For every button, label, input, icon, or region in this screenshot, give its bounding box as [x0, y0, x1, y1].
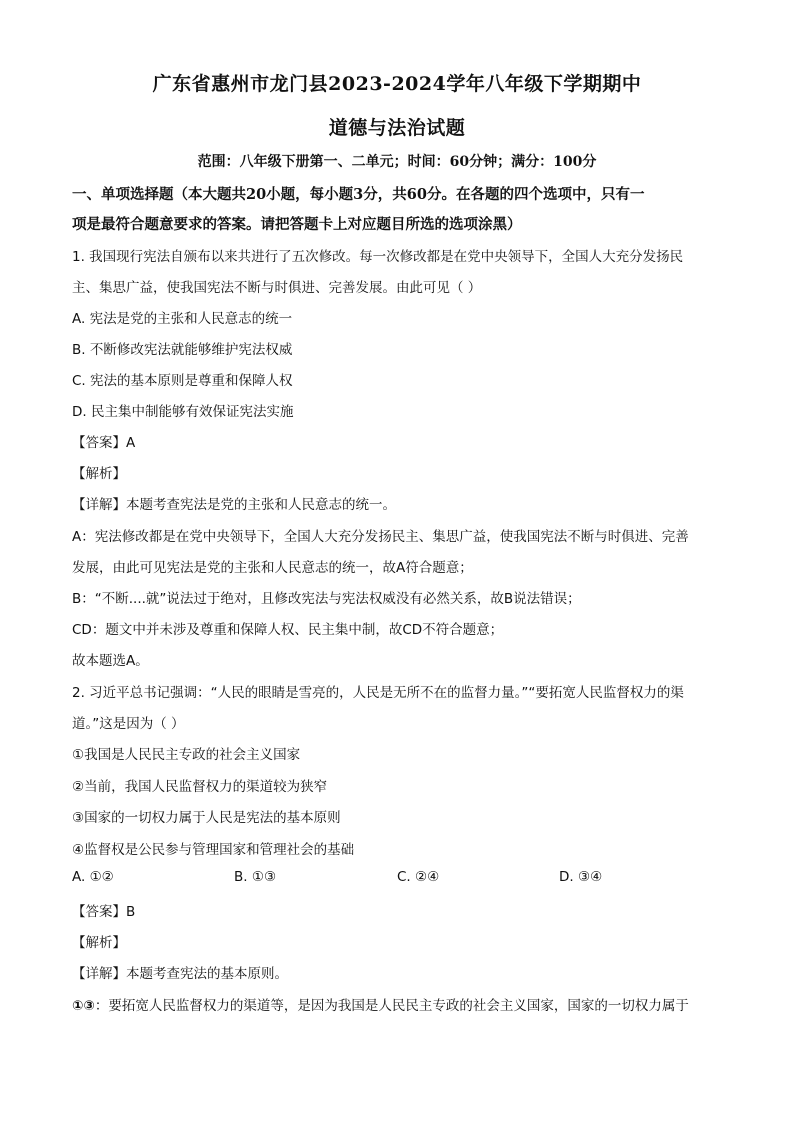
q2-choice-b: B. ①③ [234, 869, 277, 885]
exam-scope: 范围：八年级下册第一、二单元；时间：60分钟；满分：100分 [197, 154, 597, 170]
q1-explain-b: B：“不断....就”说法过于绝对，且修改宪法与宪法权威没有必然关系，故B说法错误； [72, 591, 581, 607]
q1-option-a: A. 宪法是党的主张和人民意志的统一 [72, 311, 293, 327]
q2-answer [72, 900, 135, 920]
q2-choice-c: C. ②④ [397, 869, 440, 885]
q1-detail-label: 【详解】 [72, 497, 126, 513]
q2-analysis-label: 【解析】 [72, 935, 126, 951]
q2-answer-value: B [126, 904, 136, 920]
q2-explain-13 [72, 994, 689, 1014]
section-heading-line1: 一、单项选择题（本大题共20小题，每小题3分，共60分。在各题的四个选项中，只有一 [72, 186, 645, 203]
q2-choice-a: A. ①② [72, 869, 114, 885]
q2-detail-label: 【详解】 [72, 966, 126, 982]
q2-explain-13-text: ：要拓宽人民监督权力的渠道等，是因为我国是人民民主专政的社会主义国家，国家的一切权力属于 [94, 998, 689, 1014]
q1-explain-a-line2: 发展，由此可见宪法是党的主张和人民意志的统一，故A符合题意； [72, 560, 473, 576]
q2-statement-2: ②当前，我国人民监督权力的渠道较为狭窄 [72, 779, 328, 795]
q1-explain-a-line1: A：宪法修改都是在党中央领导下，全国人大充分发扬民主、集思广益，使我国宪法不断与时俱进、完善 [72, 529, 689, 545]
section-heading-line2: 项是最符合题意要求的答案。请把答题卡上对应题目所选的选项涂黑） [72, 216, 522, 233]
q1-conclusion: 故本题选A。 [72, 653, 149, 669]
document-title-line1: 广东省惠州市龙门县2023-2024学年八年级下学期期中 [152, 73, 642, 95]
q2-detail-text: 本题考查宪法的基本原则。 [126, 966, 288, 982]
q2-statement-1: ①我国是人民民主专政的社会主义国家 [72, 747, 301, 763]
q2-stem-line2: 道。”这是因为（ ） [72, 716, 185, 732]
q1-answer [72, 431, 135, 451]
q2-detail [72, 962, 288, 982]
q1-stem-line1: 1. 我国现行宪法自颁布以来共进行了五次修改。每一次修改都是在党中央领导下，全国人大充分发扬民 [72, 249, 684, 265]
q2-explain-13-label: ①③ [72, 998, 95, 1014]
q1-stem-line2: 主、集思广益，使我国宪法不断与时俱进、完善发展。由此可见（ ） [72, 280, 482, 296]
q1-detail [72, 493, 396, 513]
q1-option-d: D. 民主集中制能够有效保证宪法实施 [72, 404, 294, 420]
q1-explain-cd: CD：题文中并未涉及尊重和保障人权、民主集中制，故CD不符合题意； [72, 622, 504, 638]
q2-statement-3: ③国家的一切权力属于人民是宪法的基本原则 [72, 810, 341, 826]
q1-analysis-label: 【解析】 [72, 466, 126, 482]
q1-answer-label: 【答案】 [72, 435, 126, 451]
q1-option-b: B. 不断修改宪法就能够维护宪法权威 [72, 342, 293, 358]
document-title-line2: 道德与法治试题 [328, 117, 466, 139]
q1-detail-text: 本题考查宪法是党的主张和人民意志的统一。 [126, 497, 396, 513]
q2-choice-d: D. ③④ [559, 869, 603, 885]
q2-stem-line1: 2. 习近平总书记强调：“人民的眼睛是雪亮的，人民是无所不在的监督力量。”“要拓宽人民监督权力的渠 [72, 685, 684, 701]
q2-choices [72, 869, 722, 889]
q2-statement-4: ④监督权是公民参与管理国家和管理社会的基础 [72, 842, 355, 858]
q1-option-c: C. 宪法的基本原则是尊重和保障人权 [72, 373, 293, 389]
q1-answer-value: A [126, 435, 136, 451]
q2-answer-label: 【答案】 [72, 904, 126, 920]
